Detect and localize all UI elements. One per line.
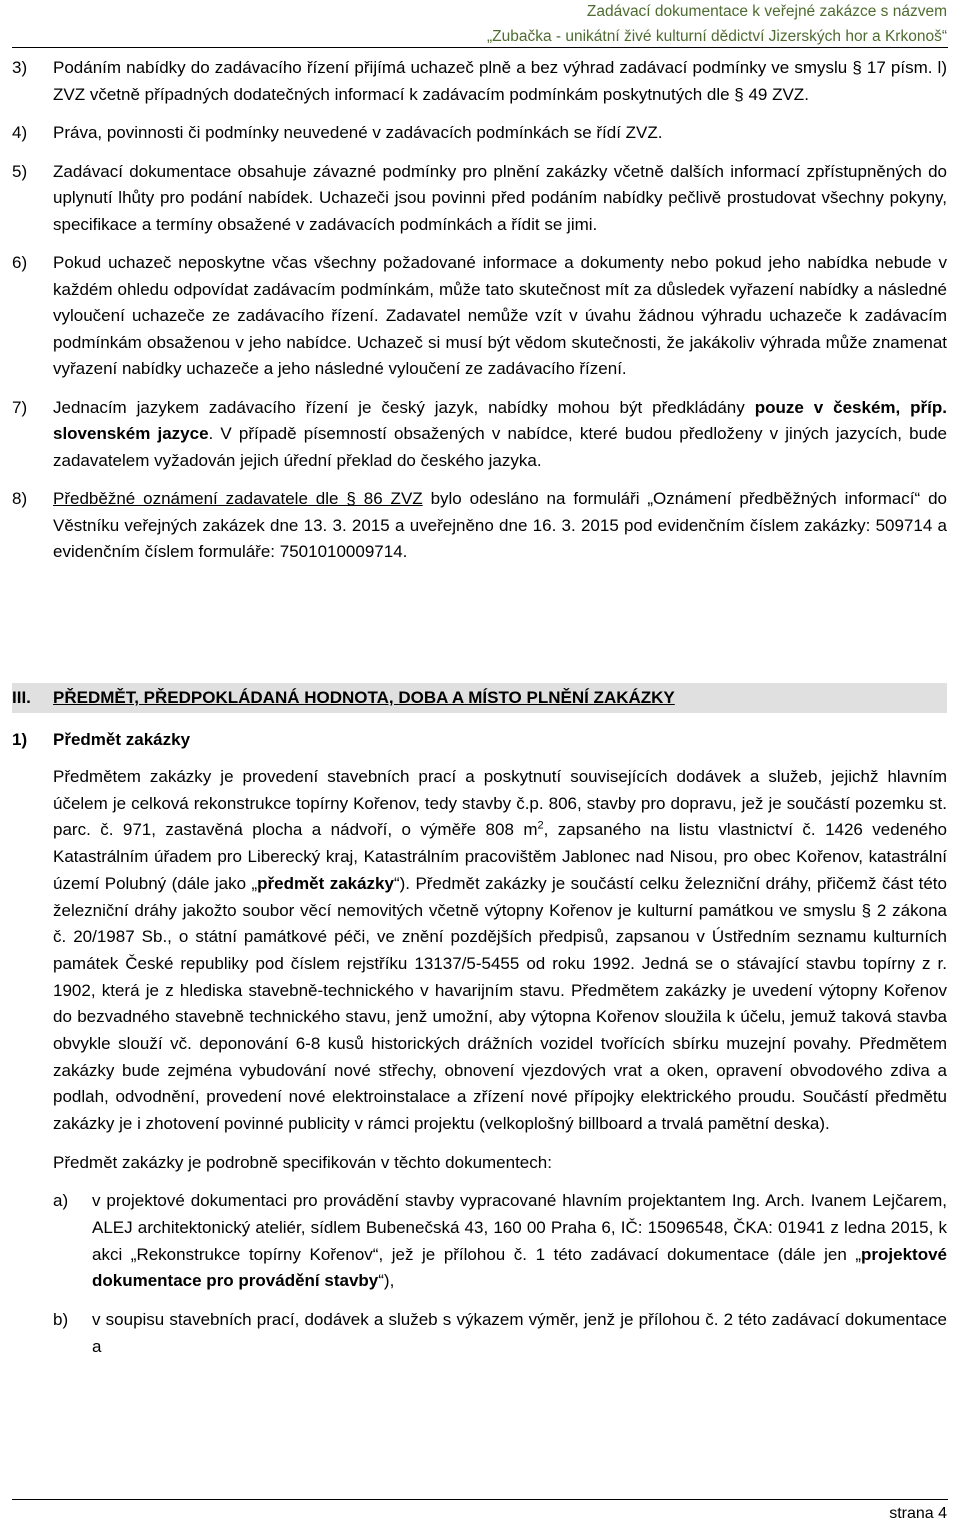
- description-part-2: , zapsaného na listu vlastnictví č. 1426 vedeného Katastrálním úřadem pro Liberecký kraj, Katastrálním pracovištěm Jablonec nad Nisou, pro obec Kořenov, katastrální území Polubný (dále jako „: [53, 820, 947, 893]
- section-title: PŘEDMĚT, PŘEDPOKLÁDANÁ HODNOTA, DOBA A MÍSTO PLNĚNÍ ZAKÁZKY: [53, 688, 675, 707]
- page-number: strana 4: [889, 1505, 947, 1522]
- header-title: Zadávací dokumentace k veřejné zakázce s názvem: [586, 3, 947, 20]
- description-part-1: Předmětem zakázky je provedení stavebních prací a poskytnutí souvisejících dodávek a služeb, jejichž hlavním účelem je celková rekonstrukce topírny Kořenov, tedy stavby č.p. 806, stavby pro dopravu, jež je součástí pozemku st. parc. č. 971, zastavěná plocha a nádvoří, o výměře 808 m: [53, 767, 947, 840]
- description-part-3: “). Předmět zakázky je součástí celku železniční dráhy, přičemž část této železniční dráhy jakožto soubor věcí nemovitých včetně výtopny Kořenov je kulturní památkou ve smyslu § 2 zákona č. 20/1987 Sb., o státní památkové péči, ve znění pozdějších předpisů, zapsanou v Ústředním seznamu kulturních památek České republiky pod číslem rejstříku 13137/5-5455 od roku 1992. Jedná se o stávající stavbu topírny z r. 1902, která je z hlediska stavebně-technického v havarijním stavu. Předmětem zakázky je uvedení výtopny Kořenov do bezvadného stavebně technického stavu, jenž umožní, aby výtopna Kořenov sloužila k účelu, jemuž taková stavba obvykle slouží vč. deponování 6-8 kusů historických drážních vozidel tvořících sbírku muzejní povahy. Předmětem zakázky bude zejména vybudování nové střechy, obnovení vjezdových vrat a oken, opravení obvodového zdiva a podlah, odvodnění, provedení nové elektroinstalace a zřízení nové přípojky elektrického proudu. Součástí předmětu zakázky je i zhotovení povinné publicity v rámci projektu (velkoplošný billboard a trvalá pamětní deska).: [53, 873, 947, 1134]
- page-header: [487, 0, 947, 49]
- area-unit-superscript: 2: [537, 819, 544, 832]
- list-item: [12, 486, 947, 566]
- item-number: 7): [12, 397, 28, 417]
- item-number: 3): [12, 58, 28, 77]
- item-text-emphasis: pouze v českém, příp. slovenském jazyce: [53, 397, 947, 443]
- header-divider: [12, 47, 948, 48]
- conditions-list: [12, 55, 947, 578]
- list-item: [12, 159, 947, 239]
- document-label: a): [53, 1191, 69, 1211]
- section-number: III.: [12, 688, 31, 707]
- section-iii: [12, 683, 947, 1361]
- document-text: v soupisu stavebních prací, dodávek a služeb s výkazem výměr, jenž je přílohou č. 2 této zadávací dokumentace a: [92, 1310, 947, 1356]
- documents-intro: Předmět zakázky je podrobně specifikován v těchto dokumentech:: [53, 1152, 552, 1172]
- document-item: [12, 1307, 947, 1360]
- document-text-start: v projektové dokumentaci pro provádění stavby vypracované hlavním projektantem Ing. Arch. Ivanem Lejčarem, ALEJ architektonický ateliér, sídlem Bubenečská 43, 160 00 Praha 6, IČ: 15096548, ČKA: 01941 z ledna 2015, k akci „Rekonstrukce topírny Kořenov“, jež je přílohou č. 1 této zadávací dokumentace (dále jen „: [92, 1191, 947, 1264]
- item-number: 4): [12, 123, 28, 142]
- subsection-title: Předmět zakázky: [53, 730, 191, 749]
- subsection-heading: [12, 727, 947, 753]
- list-item: [12, 120, 947, 147]
- document-text: [92, 1188, 947, 1295]
- item-text: Pokud uchazeč neposkytne včas všechny požadované informace a dokumenty nebo pokud jeho nabídka nebude v každém ohledu odpovídat zadávacím podmínkám, může tato skutečnost mít za důsledek vyřazení nabídky a následné vyloučení uchazeče ze zadávacího řízení. Zadavatel nemůže vzít v úvahu žádnou výhradu uchazeče k zadávacím podmínkám obsaženou v jeho nabídce. Uchazeč si musí být vědom skutečnosti, že jakákoliv výhrada může znamenat vyřazení nabídky uchazeče a jeho následné vyloučení ze zadávacího řízení.: [53, 253, 947, 378]
- list-item: [12, 250, 947, 383]
- item-number: 6): [12, 253, 28, 272]
- item-number: 8): [12, 489, 28, 508]
- document-item: [12, 1188, 947, 1295]
- item-text: [53, 486, 947, 566]
- list-item: [12, 55, 947, 108]
- item-number: 5): [12, 161, 28, 181]
- footer-divider: [12, 1499, 948, 1500]
- document-label: b): [53, 1310, 69, 1330]
- item-text-underlined: Předběžné oznámení zadavatele dle § 86 ZVZ: [53, 489, 423, 508]
- document-text-end: “),: [378, 1271, 395, 1291]
- item-text-end: . V případě písemností obsažených v nabídce, které budou předloženy v jiných jazycích, bude zadavatelem vyžadován jejich úřední překlad do českého jazyka.: [53, 424, 947, 470]
- item-text: Práva, povinnosti či podmínky neuvedené v zadávacích podmínkách se řídí ZVZ.: [53, 123, 663, 142]
- item-text-end: bylo odesláno na formuláři „Oznámení předběžných informací“ do Věstníku veřejných zakázek dne 13. 3. 2015 a uveřejněno dne 16. 3. 2015 pod evidenčním číslem zakázky: 509714 a evidenčním číslem formuláře: 7501010009714.: [53, 489, 948, 561]
- item-text: Zadávací dokumentace obsahuje závazné podmínky pro plnění zakázky včetně dalších informací zpřístupněných do uplynutí lhůty pro podání nabídek. Uchazeči jsou povinni před podáním nabídky pečlivě prostudovat všechny pokyny, specifikace a termíny obsažené v zadávacích podmínkách a řídit se jimi.: [53, 161, 947, 234]
- item-text: [53, 395, 947, 475]
- document-defined-term: projektové dokumentace pro provádění stavby: [92, 1244, 947, 1291]
- subject-description: [53, 764, 947, 1138]
- item-text: Podáním nabídky do zadávacího řízení přijímá uchazeč plně a bez výhrad zadávací podmínky ve smyslu § 17 písm. l) ZVZ včetně případných dodatečných informací k zadávacím podmínkám poskytnutých dle § 49 ZVZ.: [53, 58, 947, 104]
- header-subtitle: „Zubačka - unikátní živé kulturní dědictví Jizerských hor a Krkonoš“: [486, 28, 947, 45]
- item-text-start: Jednacím jazykem zadávacího řízení je český jazyk, nabídky mohou být předkládány: [53, 397, 755, 417]
- defined-term: předmět zakázky: [257, 873, 394, 893]
- subsection-number: 1): [12, 730, 28, 749]
- section-heading: [12, 683, 947, 713]
- list-item: [12, 395, 947, 475]
